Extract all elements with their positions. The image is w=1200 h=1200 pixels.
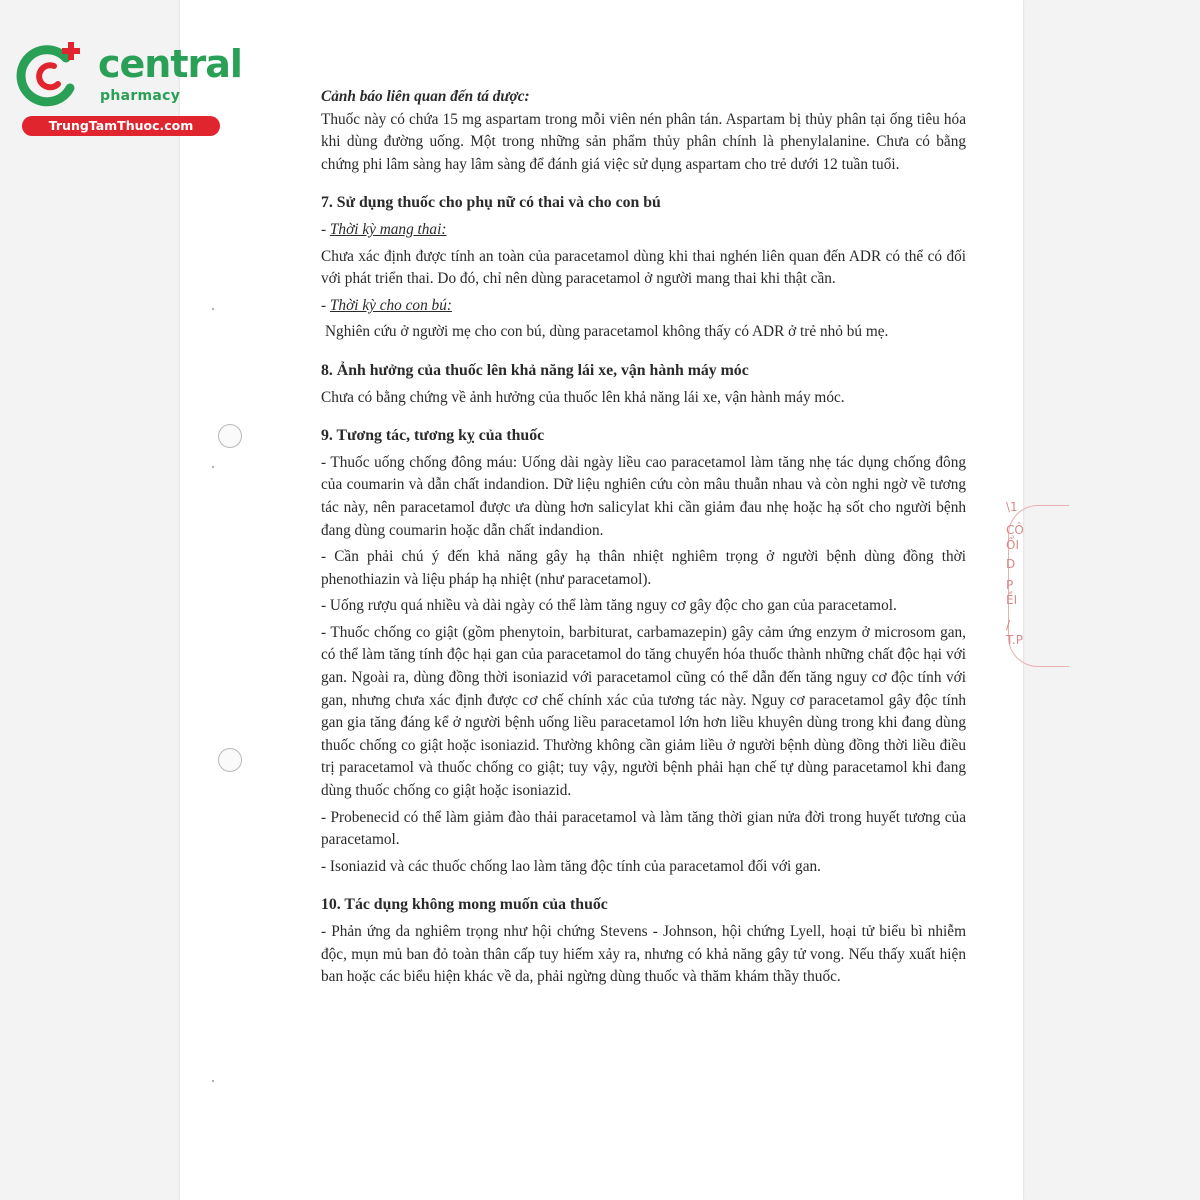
lactation-paragraph: Nghiên cứu ở người mẹ cho con bú, dùng paracetamol không thấy có ADR ở trẻ nhỏ bú mẹ.	[325, 323, 889, 341]
interaction-item: - Probenecid có thể làm giảm đào thải paracetamol và làm tăng thời gian nửa đời trong huyết tương của paracetamol.	[321, 808, 966, 849]
punch-hole-bottom	[218, 748, 242, 772]
stamp-text: P	[1006, 578, 1014, 592]
stamp-text: /	[1006, 618, 1011, 632]
warning-paragraph: Thuốc này có chứa 15 mg aspartam trong mỗi viên nén phân tán. Aspartam bị thủy phân tại ống tiêu hóa khi dùng đường uống. Một trong những sản phẩm thủy phân chính là phenylalanine. Chưa có bằng chứng phi lâm sàng hay lâm sàng để đánh giá việc sử dụng aspartam cho trẻ dưới 12 tuần tuổi.	[321, 110, 966, 173]
stamp-text: T.P	[1006, 633, 1023, 647]
interaction-item: - Uống rượu quá nhiều và dài ngày có thể làm tăng nguy cơ gây độc cho gan của paracetamol.	[321, 597, 897, 615]
logo-brand-text: central	[98, 42, 242, 86]
section-7-sub-1: - Thời kỳ mang thai:	[321, 220, 447, 238]
lactation-subheading: Thời kỳ cho con bú:	[329, 296, 452, 314]
logo-sub-text: pharmacy	[100, 88, 181, 104]
scan-speck	[212, 1080, 214, 1082]
interaction-item: - Isoniazid và các thuốc chống lao làm tăng độc tính của paracetamol đối với gan.	[321, 857, 821, 875]
stamp-text: ỔI	[1006, 538, 1019, 552]
interaction-item: - Cần phải chú ý đến khả năng gây hạ thân nhiệt nghiêm trọng ở người bệnh dùng đồng thời phenothiazin và liệu pháp hạ nhiệt (như paracetamol).	[321, 548, 966, 588]
section-8-paragraph: Chưa có bằng chứng về ảnh hưởng của thuốc lên khả năng lái xe, vận hành máy móc.	[321, 388, 845, 406]
section-9-heading: 9. Tương tác, tương kỵ của thuốc	[321, 427, 545, 445]
scan-speck	[212, 308, 214, 310]
stamp-text: \1	[1006, 500, 1018, 514]
red-stamp-fragment	[1006, 500, 1036, 670]
pregnancy-subheading: Thời kỳ mang thai:	[329, 220, 447, 238]
punch-hole-top	[218, 424, 242, 448]
stamp-text: D	[1006, 557, 1016, 571]
section-10-paragraph: - Phản ứng da nghiêm trọng như hội chứng Stevens - Johnson, hội chứng Lyell, hoại tử biểu bì nhiễm độc, mụn mủ ban đỏ toàn thân cấp tuy hiếm xảy ra, nhưng có khả năng gây tử vong. Nếu thấy xuất hiện ban hoặc các biểu hiện khác về da, phải ngừng dùng thuốc và thăm khám thầy thuốc.	[321, 923, 966, 986]
brand-logo[interactable]	[10, 36, 242, 136]
pregnancy-paragraph: Chưa xác định được tính an toàn của paracetamol dùng khi thai nghén liên quan đến ADR có thể có đối với phát triển thai. Do đó, chỉ nên dùng paracetamol ở người mang thai khi thật cần.	[321, 247, 966, 288]
scan-speck	[212, 466, 214, 468]
logo-site-link[interactable]: TrungTamThuoc.com	[22, 116, 220, 136]
section-7-heading: 7. Sử dụng thuốc cho phụ nữ có thai và cho con bú	[321, 194, 661, 212]
section-8-heading: 8. Ảnh hưởng của thuốc lên khả năng lái xe, vận hành máy móc	[321, 361, 749, 379]
interaction-item: - Thuốc uống chống đông máu: Uống dài ngày liều cao paracetamol làm tăng nhẹ tác dụng chống đông của coumarin và dẫn chất indandion. Dữ liệu nghiên cứu còn mâu thuẫn nhau và còn nghi ngờ về tương tác này, nên paracetamol được ưa dùng hơn salicylat khi cần giảm đau nhẹ hoặc hạ sốt cho người bệnh đang dùng coumarin hoặc dẫn chất indandion.	[321, 453, 966, 539]
document-body	[321, 86, 966, 989]
section-7-sub-2: - Thời kỳ cho con bú:	[321, 296, 452, 314]
central-pharmacy-logo-icon	[14, 40, 84, 110]
interaction-item: - Thuốc chống co giật (gồm phenytoin, barbiturat, carbamazepin) gây cảm ứng enzym ở microsom gan, có thể làm tăng tính độc hại gan của paracetamol do tăng chuyển hóa thuốc thành những chất độc hại với gan. Ngoài ra, dùng đồng thời isoniazid với paracetamol cũng có thể dẫn đến tăng nguy cơ độc tính với gan, nhưng chưa xác định được cơ chế chính xác của tương tác này. Nguy cơ paracetamol gây độc tính gan gia tăng đáng kể ở người bệnh uống liều paracetamol lớn hơn liều khuyên dùng trong khi đang dùng thuốc chống co giật hoặc isoniazid. Thường không cần giảm liều ở người bệnh dùng đồng thời liều điều trị paracetamol và thuốc chống co giật; tuy vậy, người bệnh phải hạn chế tự dùng paracetamol khi đang dùng thuốc chống co giật hoặc isoniazid.	[321, 623, 966, 800]
stamp-text: CÔ	[1006, 523, 1024, 537]
section-10-heading: 10. Tác dụng không mong muốn của thuốc	[321, 896, 608, 914]
stamp-text: ỀI	[1006, 593, 1018, 607]
warning-heading: Cảnh báo liên quan đến tá dược:	[321, 88, 530, 105]
